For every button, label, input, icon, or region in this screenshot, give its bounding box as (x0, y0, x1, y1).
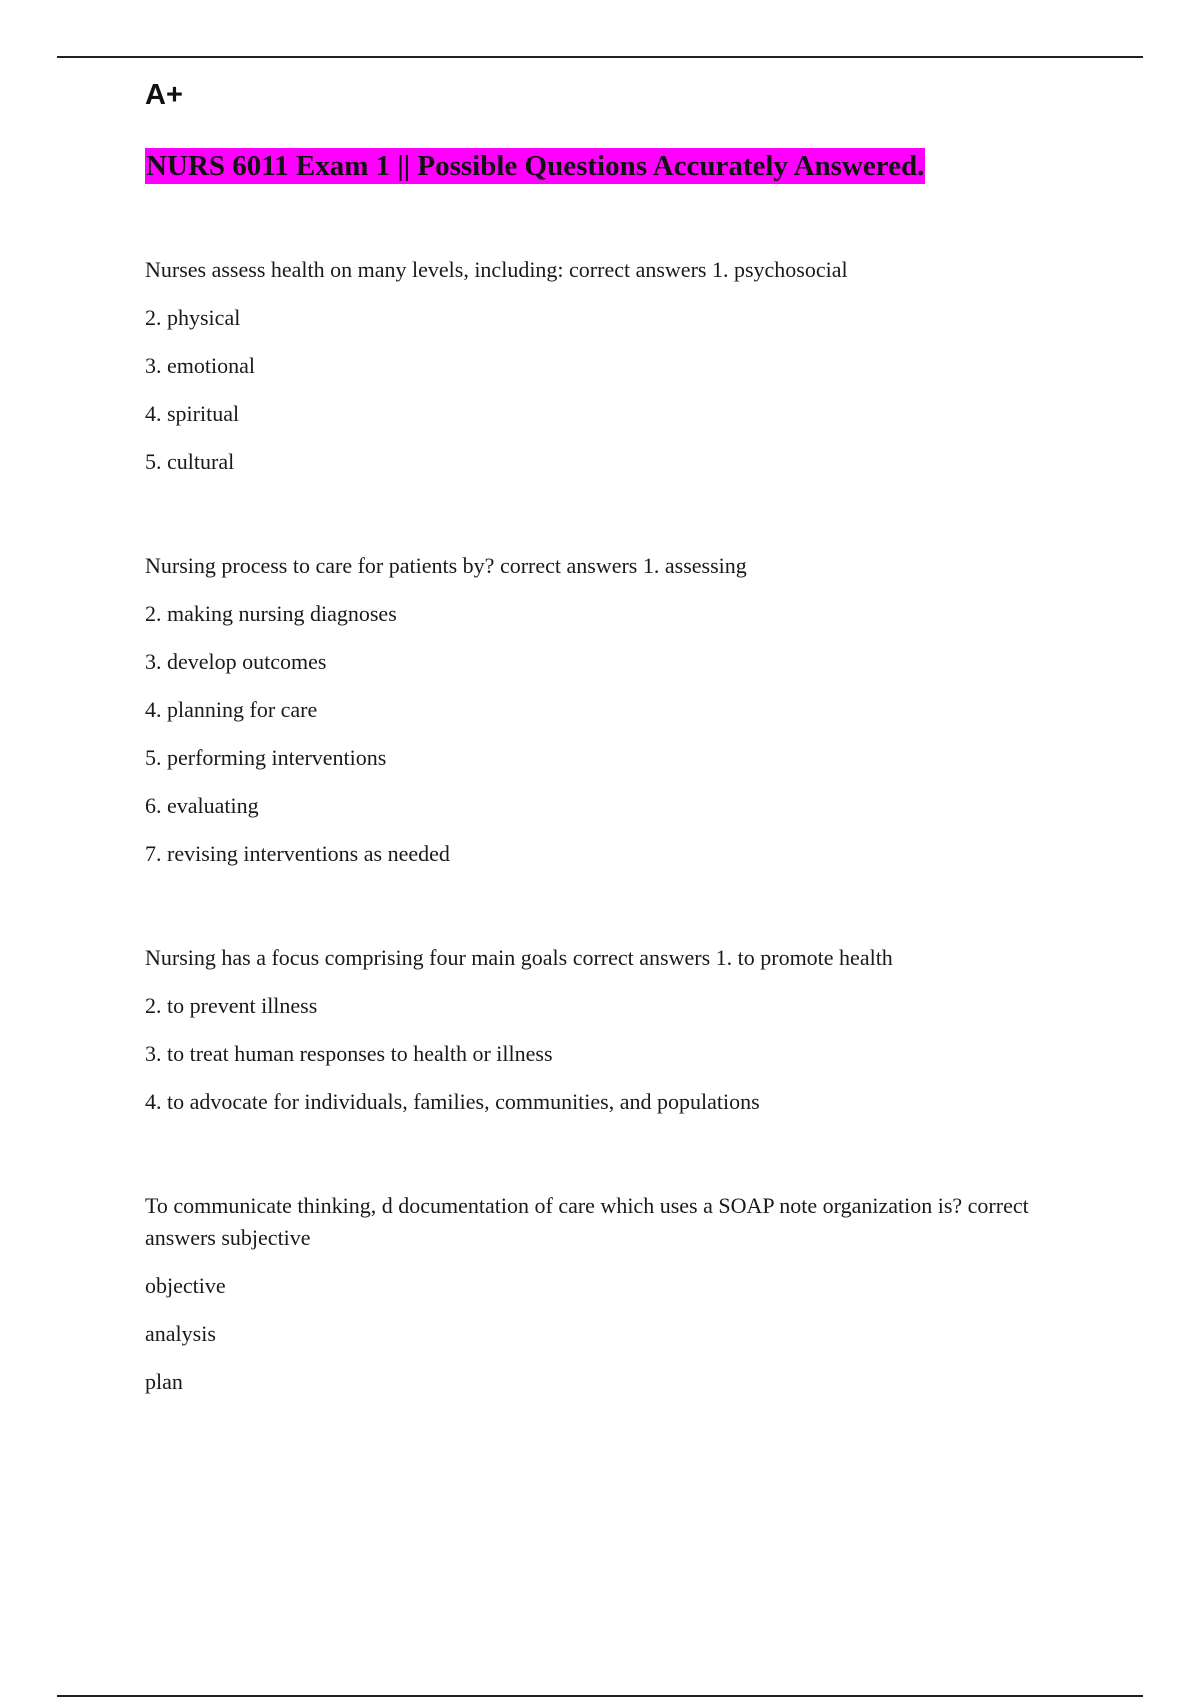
answer-item: 7. revising interventions as needed (145, 841, 450, 866)
qa-block (145, 942, 1065, 1118)
title-block (145, 148, 1065, 184)
grade-label: A+ (145, 79, 183, 111)
qa-block (145, 254, 1065, 478)
answer-item: 2. physical (145, 305, 241, 330)
answer-item: 2. to prevent illness (145, 993, 318, 1018)
document-title: NURS 6011 Exam 1 || Possible Questions Accurately Answered. (146, 150, 925, 182)
answer-item: 5. performing interventions (145, 745, 387, 770)
answer-item: objective (145, 1273, 226, 1298)
qa-block (145, 1190, 1065, 1398)
question-text: To communicate thinking, d documentation of care which uses a SOAP note organization is? correct answers subjective (145, 1193, 1029, 1250)
answer-item: 4. to advocate for individuals, families, communities, and populations (145, 1089, 760, 1114)
answer-item: 4. spiritual (145, 401, 240, 426)
question-text: Nursing has a focus comprising four main goals correct answers 1. to promote health (145, 945, 893, 970)
document-page (145, 78, 1065, 1398)
question-text: Nurses assess health on many levels, including: correct answers 1. psychosocial (145, 257, 848, 282)
answer-item: 5. cultural (145, 449, 235, 474)
qa-block (145, 550, 1065, 870)
answer-item: 6. evaluating (145, 793, 259, 818)
answer-item: 2. making nursing diagnoses (145, 601, 397, 626)
answer-item: 3. develop outcomes (145, 649, 327, 674)
answer-item: 4. planning for care (145, 697, 318, 722)
footer-rule (57, 1695, 1143, 1697)
question-text: Nursing process to care for patients by? correct answers 1. assessing (145, 553, 747, 578)
answer-item: 3. emotional (145, 353, 255, 378)
answer-item: analysis (145, 1321, 216, 1346)
header-rule (57, 56, 1143, 58)
answer-item: 3. to treat human responses to health or illness (145, 1041, 553, 1066)
answer-item: plan (145, 1369, 183, 1394)
